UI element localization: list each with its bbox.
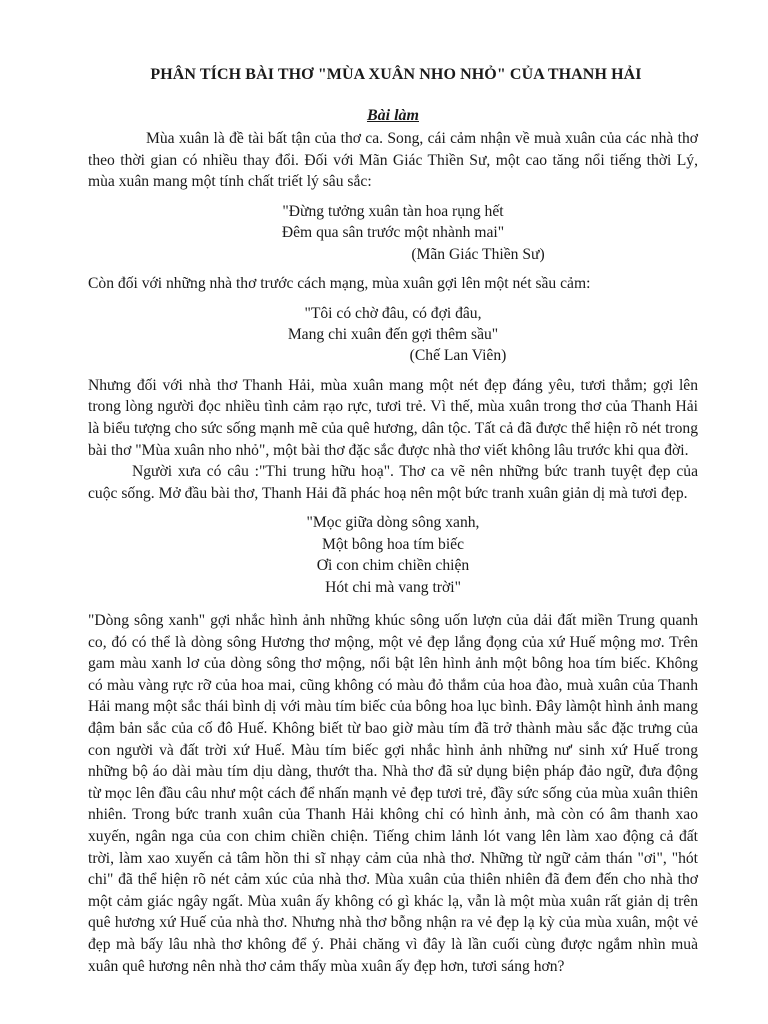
paragraph-analysis: "Dòng sông xanh" gợi nhắc hình ảnh những khúc sông uốn lượn của dải đất miền Trung quanh co, đó có thể là dòng sông Hương thơ mộng, một vẻ đẹp lắng đọng của xứ Huế mộng mơ. Trên gam màu xanh lơ của dòng sông thơ mộng, nổi bật lên hình ảnh một bông hoa tím biếc. Không có màu vàng rực rỡ của hoa mai, cũng không có màu đỏ thắm của hoa đào, muà xuân của Thanh Hải mang một sắc thái bình dị với màu tím biếc của bông hoa lục bình. Đây làmột hình ảnh mang đậm bản sắc của cố đô Huế. Không biết từ bao giờ màu tím đã trở thành màu sắc đặc trưng của con người và đất trời xứ Huế. Màu tím biếc gợi nhắc hình ảnh những nư' sinh xứ Huế trong những bộ áo dài màu tím dịu dàng, thướt tha. Nhà thơ đã sử dụng biện pháp đảo ngữ, đưa động từ mọc lên đầu câu như một cách để nhấn mạnh vẻ đẹp tươi trẻ, đầy sức sống của mùa xuân thiên nhiên. Trong bức tranh xuân của Thanh Hải không chỉ có hình ảnh, mà còn có âm thanh xao xuyến, ngân nga của con chim chiền chiện. Tiếng chim lảnh lót vang lên làm xao động cả đất trời, làm xao xuyến cả tâm hồn thi sĩ nhạy cảm của nhà thơ. Những từ ngữ cảm thán "ơi", "hót chi" đã thể hiện rõ nét cảm xúc của nhà thơ. Mùa xuân của thiên nhiên đã đem đến cho nhà thơ một cảm giác ngây ngất. Mùa xuân ấy không có gì khác lạ, vẫn là một mùa xuân rất giản dị trên quê hương xứ Huế của nhà thơ. Nhưng nhà thơ bỗng nhận ra vẻ đẹp lạ kỳ của mùa xuân, một vẻ đẹp mà bấy lâu nhà thơ không để ý. Phải chăng vì đây là lần cuối cùng được ngắm nhìn muà xuân quê hương nên nhà thơ cảm thấy mùa xuân ấy đẹp hơn, tươi sáng hơn?	[88, 612, 698, 975]
paragraph-intro: Mùa xuân là đề tài bất tận của thơ ca. Song, cái cảm nhận về muà xuân của các nhà thơ theo thời gian có nhiều thay đổi. Đối với Mãn Giác Thiền Sư, một cao tăng nổi tiếng thời Lý, mùa xuân mang một tính chất triết lý sâu sắc:	[88, 130, 698, 191]
section-heading: Bài làm	[366, 107, 419, 124]
poem-line: "Mọc giữa dòng sông xanh,	[306, 514, 480, 532]
poem-author: (Chế Lan Viên)	[409, 347, 507, 365]
poem-quote-man-giac	[88, 201, 698, 265]
poem-line: Đêm qua sân trước một nhành mai"	[281, 224, 505, 242]
poem-quote-mua-xuan	[88, 512, 698, 598]
poem-line: Một bông hoa tím biếc	[321, 535, 465, 553]
poem-line: "Đừng tưởng xuân tàn hoa rụng hết	[282, 202, 504, 220]
paragraph-pre-revolution: Còn đối với những nhà thơ trước cách mạng, mùa xuân gợi lên một nét sầu cảm:	[88, 275, 591, 292]
poem-line: Mang chi xuân đến gợi thêm sầu"	[287, 326, 499, 343]
poem-line: Hót chi mà vang trời"	[325, 578, 461, 596]
paragraph-thanh-hai: Nhưng đối với nhà thơ Thanh Hải, mùa xuân mang một nét đẹp đáng yêu, tươi thắm; gợi lên trong lòng người đọc nhiều tình cảm rạo rực, tươi trẻ. Vì thế, mùa xuân trong thơ của Thanh Hải là biểu tượng cho sức sống mạnh mẽ của quê hương, dân tộc. Tất cả đã được thể hiện rõ nét trong bài thơ "Mùa xuân nho nhỏ", một bài thơ đặc sắc được nhà thơ viết không lâu trước khi qua đời.	[88, 376, 698, 459]
poem-line: "Tôi có chờ đâu, có đợi đâu,	[304, 304, 482, 322]
poem-author: (Mãn Giác Thiền Sư)	[411, 245, 545, 263]
poem-line: Ơi con chim chiền chiện	[316, 557, 470, 575]
paragraph-thi-trung-huu-hoa: Người xưa có câu :"Thi trung hữu hoạ". Thơ ca vẽ nên những bức tranh tuyệt đẹp của cuộc sống. Mở đầu bài thơ, Thanh Hải đã phác hoạ nên một bức tranh xuân giản dị mà tươi đẹp.	[88, 463, 698, 502]
page-title: PHÂN TÍCH BÀI THƠ "MÙA XUÂN NHO NHỎ" CỦA THANH HẢI	[150, 66, 642, 83]
poem-quote-che-lan-vien	[88, 303, 698, 367]
